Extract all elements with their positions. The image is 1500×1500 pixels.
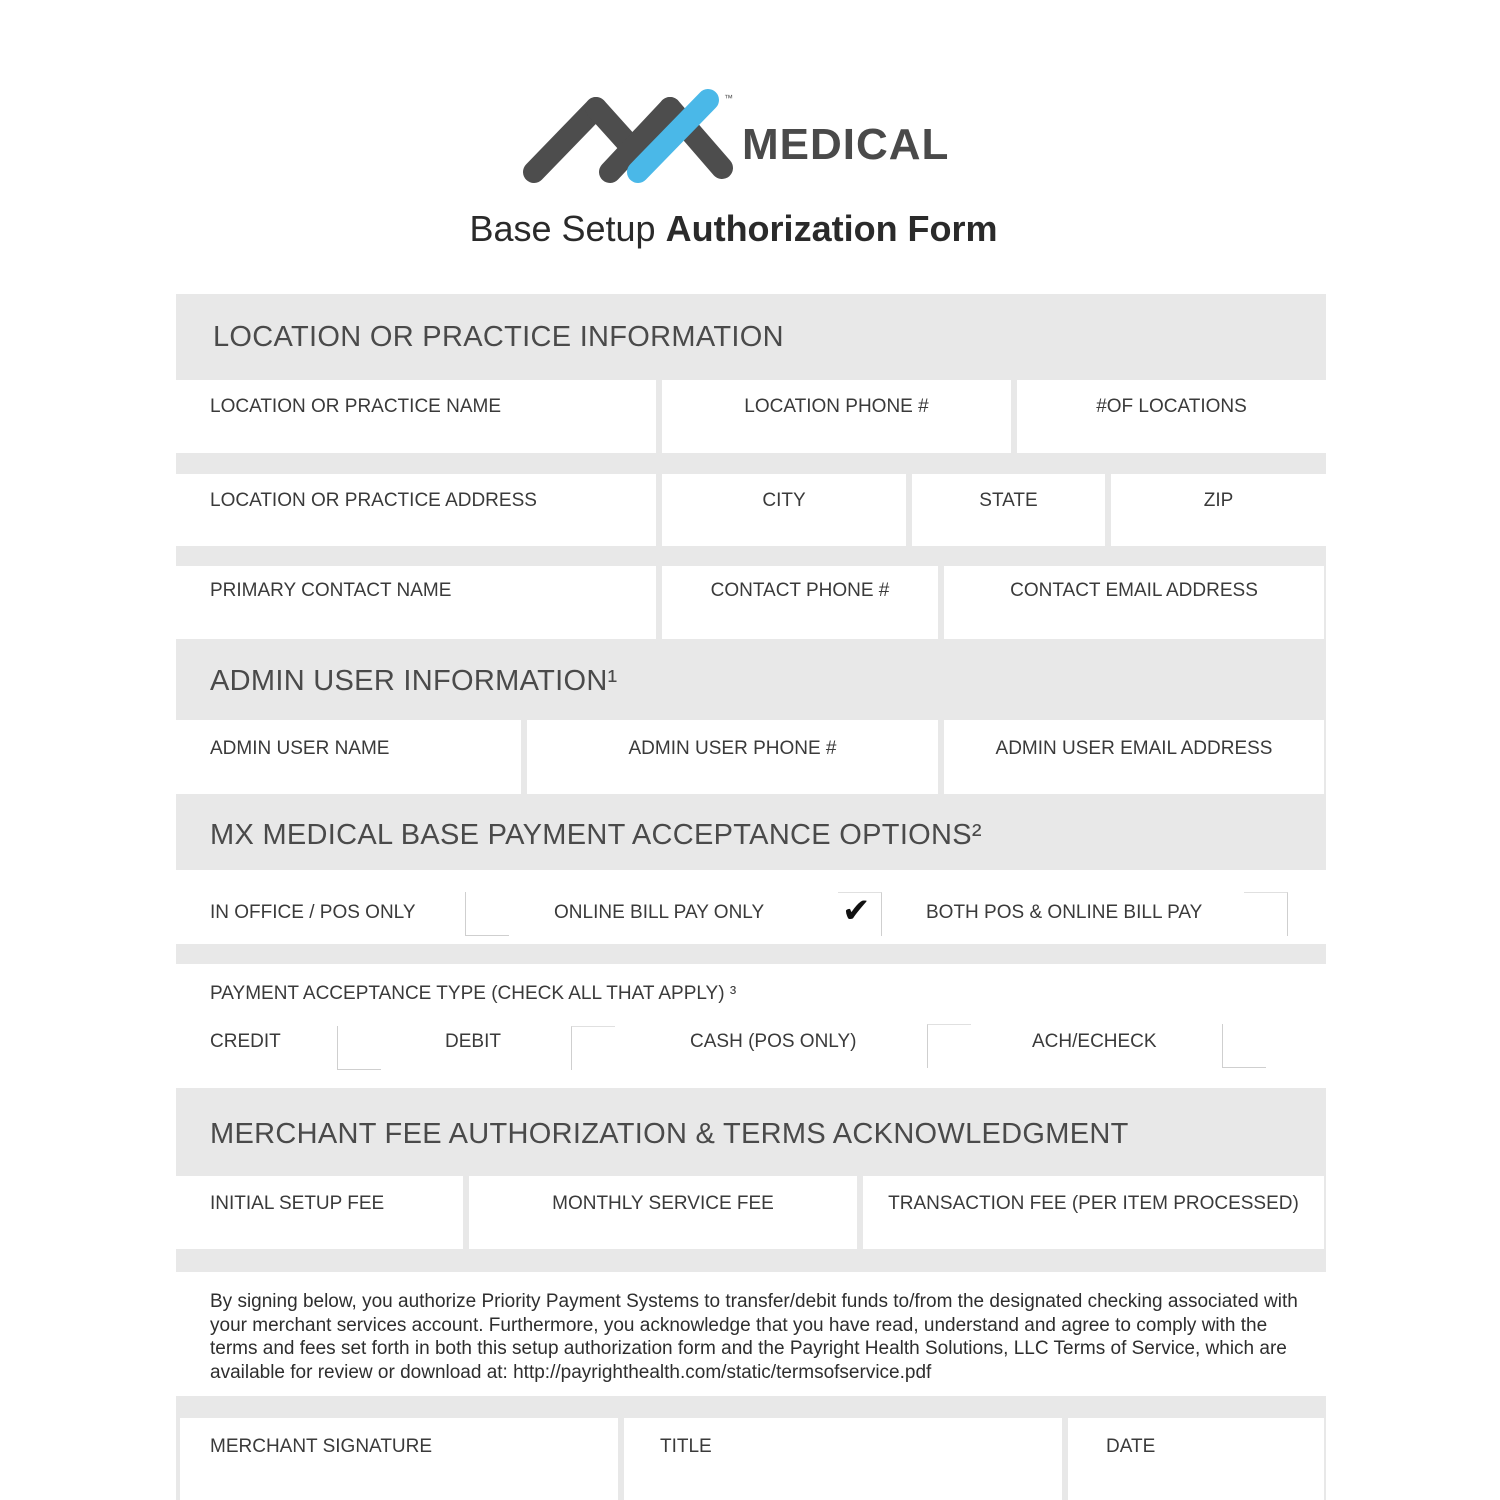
contact-name-label: PRIMARY CONTACT NAME (210, 580, 452, 601)
option-pos-checkbox[interactable] (465, 892, 509, 936)
admin-section-title: ADMIN USER INFORMATION¹ (210, 665, 618, 697)
monthly-fee-label: MONTHLY SERVICE FEE (552, 1193, 774, 1214)
location-section-title: LOCATION OR PRACTICE INFORMATION (213, 321, 784, 353)
contact-email-label: CONTACT EMAIL ADDRESS (1010, 580, 1258, 601)
terms-text: By signing below, you authorize Priority Payment Systems to transfer/debit funds to/from the designated checking associated with your merchant services account. Furthermore, you acknowledge that you have read, understand and agree to comply with the terms and fees set forth in both this setup authorization form and the Payright Health Solutions, LLC Terms of Service, which are available for review or download at: http://payrighthealth.com/static/termsofservice.pdf (210, 1291, 1298, 1383)
merchant-signature-label: MERCHANT SIGNATURE (210, 1436, 433, 1457)
type-ach-label: ACH/ECHECK (1032, 1031, 1157, 1052)
city-field[interactable] (662, 474, 906, 546)
title-field[interactable] (624, 1418, 1062, 1500)
option-online-label: ONLINE BILL PAY ONLY (554, 902, 765, 923)
admin-phone-label: ADMIN USER PHONE # (628, 738, 837, 759)
city-label: CITY (762, 490, 806, 511)
practice-name-label: LOCATION OR PRACTICE NAME (210, 396, 502, 417)
transaction-fee-field[interactable] (863, 1176, 1324, 1249)
monthly-fee-field[interactable] (469, 1176, 857, 1249)
trademark-symbol: ™ (724, 93, 733, 103)
contact-name-field[interactable] (176, 566, 656, 639)
setup-fee-field[interactable] (176, 1176, 463, 1249)
type-debit-checkbox[interactable] (571, 1026, 615, 1070)
admin-name-field[interactable] (176, 720, 521, 794)
contact-phone-field[interactable] (662, 566, 938, 639)
type-cash-checkbox[interactable] (927, 1024, 971, 1068)
admin-name-label: ADMIN USER NAME (210, 738, 390, 759)
type-ach-checkbox[interactable] (1222, 1024, 1266, 1068)
practice-address-field[interactable] (176, 474, 656, 546)
location-count-label: #OF LOCATIONS (1096, 396, 1247, 417)
admin-email-field[interactable] (944, 720, 1324, 794)
type-cash-label: CASH (POS ONLY) (690, 1031, 857, 1052)
practice-name-field[interactable] (176, 380, 656, 453)
form-title-light: Base Setup (469, 208, 656, 249)
fees-section-title: MERCHANT FEE AUTHORIZATION & TERMS ACKNOWLEDGMENT (210, 1118, 1129, 1150)
setup-fee-label: INITIAL SETUP FEE (210, 1193, 385, 1214)
location-phone-label: LOCATION PHONE # (744, 396, 929, 417)
checkmark-icon: ✔ (842, 891, 871, 931)
transaction-fee-label: TRANSACTION FEE (PER ITEM PROCESSED) (888, 1193, 1299, 1214)
form-title (0, 208, 1467, 250)
option-pos-label: IN OFFICE / POS ONLY (210, 902, 416, 923)
zip-label: ZIP (1203, 490, 1234, 511)
form-title-bold: Authorization Form (665, 208, 998, 249)
type-credit-label: CREDIT (210, 1031, 281, 1052)
zip-field[interactable] (1111, 474, 1326, 546)
payment-type-row (176, 964, 1326, 1088)
state-label: STATE (979, 490, 1038, 511)
date-field[interactable] (1068, 1418, 1324, 1500)
location-phone-field[interactable] (662, 380, 1011, 453)
option-both-checkbox[interactable] (1244, 892, 1288, 936)
contact-phone-label: CONTACT PHONE # (710, 580, 890, 601)
date-label: DATE (1106, 1436, 1156, 1457)
payment-options-row (176, 870, 1326, 944)
title-label: TITLE (660, 1436, 712, 1457)
contact-email-field[interactable] (944, 566, 1324, 639)
type-debit-label: DEBIT (445, 1031, 501, 1052)
state-field[interactable] (912, 474, 1105, 546)
option-both-label: BOTH POS & ONLINE BILL PAY (926, 902, 1203, 923)
option-online-checkbox[interactable] (838, 892, 882, 936)
location-count-field[interactable] (1017, 380, 1326, 453)
brand-name: MEDICAL (742, 120, 950, 169)
practice-address-label: LOCATION OR PRACTICE ADDRESS (210, 490, 537, 511)
payment-options-section-title: MX MEDICAL BASE PAYMENT ACCEPTANCE OPTIONS² (210, 819, 982, 851)
merchant-signature-field[interactable] (180, 1418, 618, 1500)
admin-email-label: ADMIN USER EMAIL ADDRESS (995, 738, 1273, 759)
admin-phone-field[interactable] (527, 720, 938, 794)
payment-type-heading: PAYMENT ACCEPTANCE TYPE (CHECK ALL THAT APPLY) ³ (210, 983, 737, 1004)
type-credit-checkbox[interactable] (337, 1026, 381, 1070)
